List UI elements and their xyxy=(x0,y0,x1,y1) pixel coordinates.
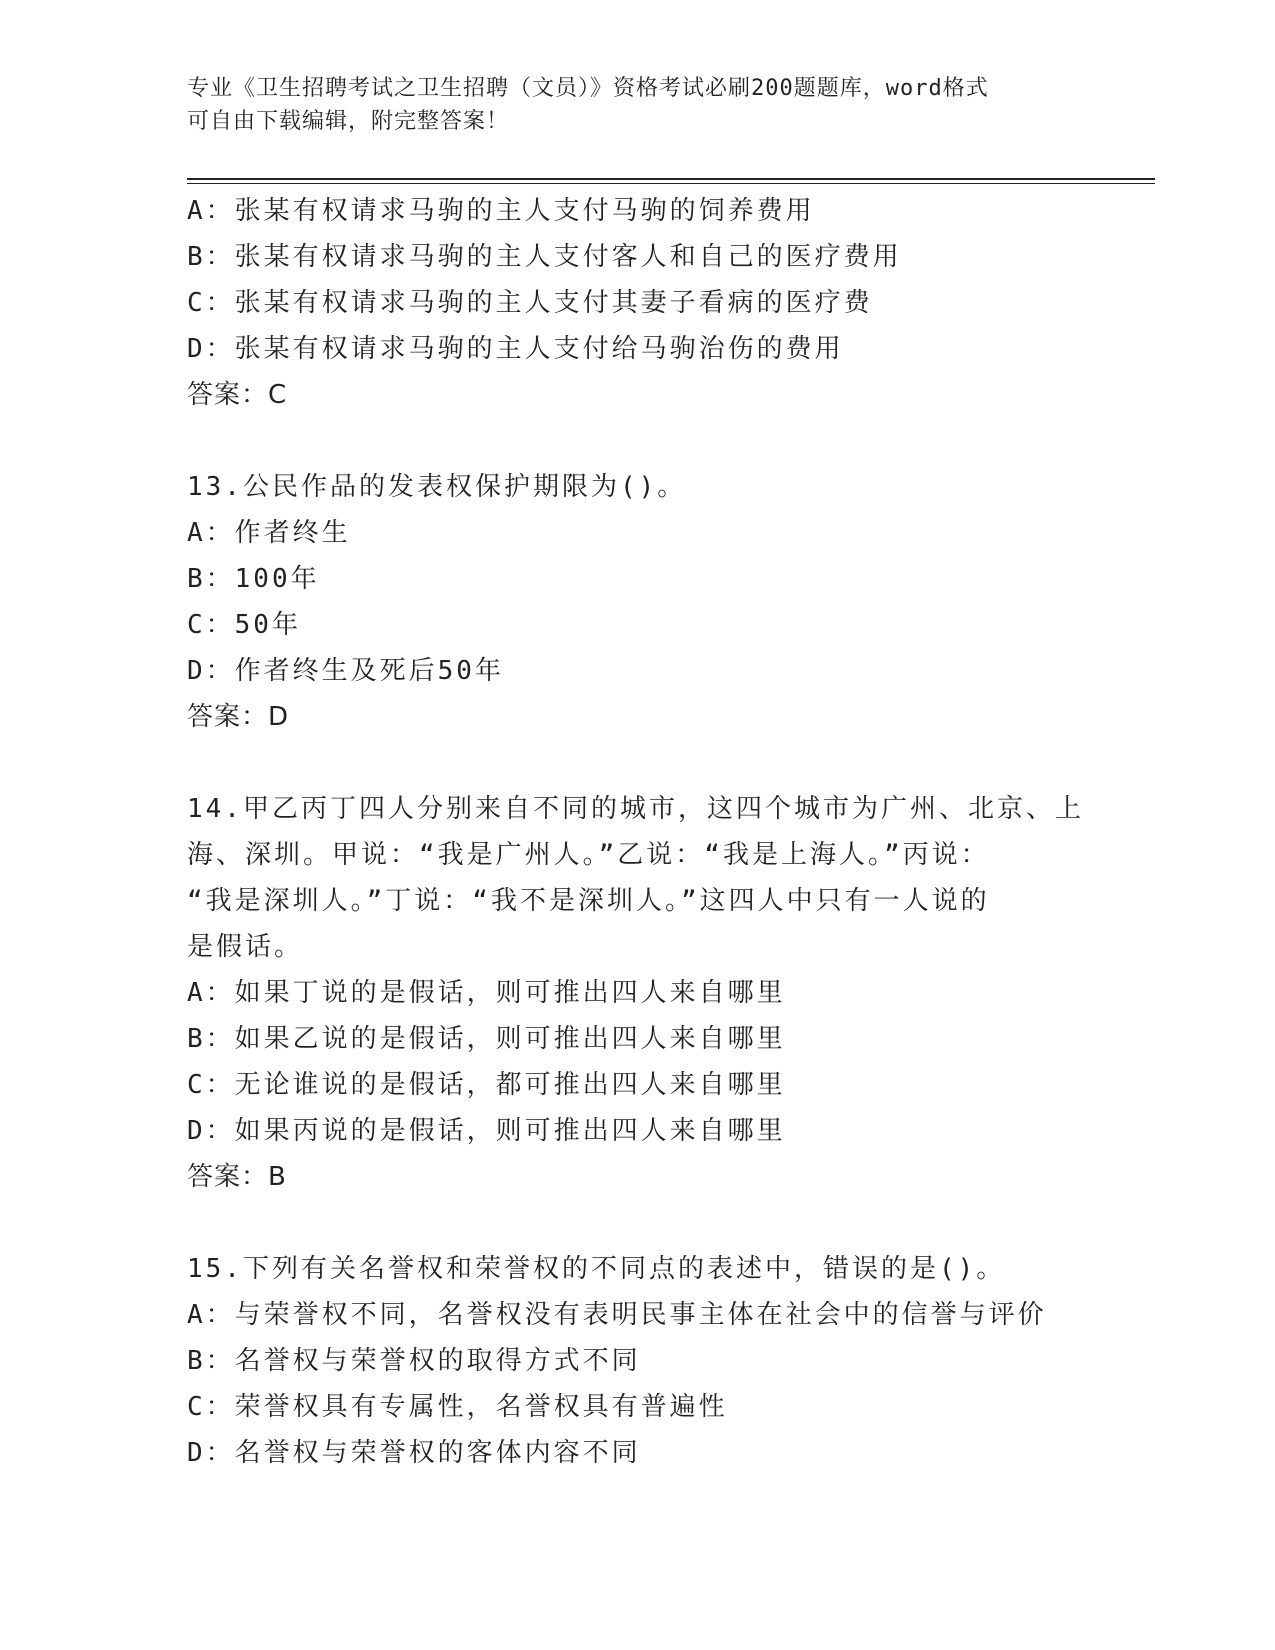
question-14 xyxy=(187,786,1147,1200)
option-a: A：与荣誉权不同，名誉权没有表明民事主体在社会中的信誉与评价 xyxy=(187,1300,1047,1330)
question-text-line-2: 海、深圳。甲说：“我是广州人。”乙说：“我是上海人。”丙说： xyxy=(187,840,990,870)
spacer xyxy=(187,740,1147,786)
option-d: D：名誉权与荣誉权的客体内容不同 xyxy=(187,1438,641,1468)
question-12 xyxy=(187,188,1147,418)
question-13 xyxy=(187,464,1147,740)
document-header xyxy=(187,72,1087,138)
option-b: B：张某有权请求马驹的主人支付客人和自己的医疗费用 xyxy=(187,242,902,272)
option-b: B：如果乙说的是假话，则可推出四人来自哪里 xyxy=(187,1024,786,1054)
option-c: C：张某有权请求马驹的主人支付其妻子看病的医疗费 xyxy=(187,288,873,318)
answer: 答案：B xyxy=(187,1162,287,1192)
option-c: C：荣誉权具有专属性，名誉权具有普遍性 xyxy=(187,1392,728,1422)
option-a: A：作者终生 xyxy=(187,518,351,548)
option-a: A：如果丁说的是假话，则可推出四人来自哪里 xyxy=(187,978,786,1008)
question-15 xyxy=(187,1246,1147,1476)
question-text-line-3: “我是深圳人。”丁说：“我不是深圳人。”这四人中只有一人说的 xyxy=(187,886,990,916)
option-d: D：张某有权请求马驹的主人支付给马驹治伤的费用 xyxy=(187,334,844,364)
question-text-line-4: 是假话。 xyxy=(187,932,304,962)
option-d: D：如果丙说的是假话，则可推出四人来自哪里 xyxy=(187,1116,786,1146)
answer: 答案：D xyxy=(187,702,290,732)
header-line-2: 可自由下载编辑，附完整答案！ xyxy=(187,109,510,134)
document-body xyxy=(187,188,1147,1476)
answer: 答案：C xyxy=(187,380,288,410)
header-line-1: 专业《卫生招聘考试之卫生招聘（文员）》资格考试必刷200题题库，word格式 xyxy=(187,76,989,101)
question-text: 13.公民作品的发表权保护期限为()。 xyxy=(187,472,687,502)
option-b: B：100年 xyxy=(187,564,320,594)
question-text: 15.下列有关名誉权和荣誉权的不同点的表述中，错误的是()。 xyxy=(187,1254,1006,1284)
option-c: C：无论谁说的是假话，都可推出四人来自哪里 xyxy=(187,1070,786,1100)
option-b: B：名誉权与荣誉权的取得方式不同 xyxy=(187,1346,641,1376)
header-rule-thin xyxy=(187,183,1155,184)
spacer xyxy=(187,418,1147,464)
question-text-line-1: 14.甲乙丙丁四人分别来自不同的城市，这四个城市为广州、北京、上 xyxy=(187,794,1084,824)
option-c: C：50年 xyxy=(187,610,301,640)
header-rule-thick xyxy=(187,178,1155,180)
spacer xyxy=(187,1200,1147,1246)
option-a: A：张某有权请求马驹的主人支付马驹的饲养费用 xyxy=(187,196,815,226)
option-d: D：作者终生及死后50年 xyxy=(187,656,504,686)
